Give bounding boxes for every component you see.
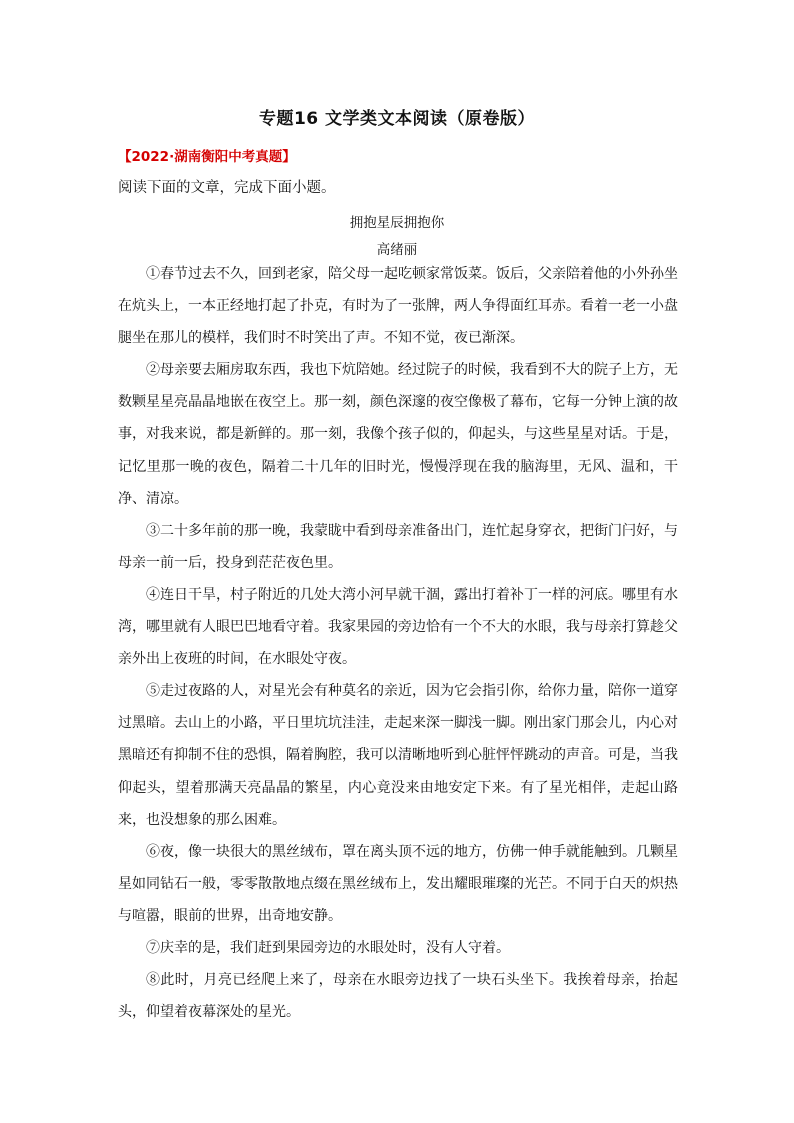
exam-source-tag: 【2022·湖南衡阳中考真题】	[118, 149, 296, 165]
article-body	[118, 258, 678, 1028]
paragraph-7: ⑦庆幸的是，我们赶到果园旁边的水眼处时，没有人守着。	[146, 939, 510, 956]
article-title: 拥抱星辰拥抱你	[349, 215, 445, 231]
paragraph-4: ④连日干旱，村子附近的几处大湾小河早就干涸，露出打着补丁一样的河底。哪里有水湾，哪里就有人眼巴巴地看守着。我家果园的旁边恰有一个不大的水眼，我与母亲打算趁父亲外出上夜班的时间，在水眼处守夜。	[118, 586, 678, 668]
paragraph-6: ⑥夜，像一块很大的黑丝绒布，罩在离头顶不远的地方，仿佛一伸手就能触到。几颗星星如同钻石一般，零零散散地点缀在黑丝绒布上，发出耀眼璀璨的光芒。不同于白天的炽热与喧嚣，眼前的世界，出奇地安静。	[118, 843, 678, 924]
document-title: 专题16 文学类文本阅读（原卷版）	[258, 109, 536, 129]
paragraph-2: ②母亲要去厢房取东西，我也下炕陪她。经过院子的时候，我看到不大的院子上方，无数颗星星亮晶晶地嵌在夜空上。那一刻，颜色深邃的夜空像极了幕布，它每一分钟上演的故事，对我来说，都是新鲜的。那一刻，我像个孩子似的，仰起头，与这些星星对话。于是，记忆里那一晚的夜色，隔着二十几年的旧时光，慢慢浮现在我的脑海里，无风、温和，干净、清凉。	[118, 362, 678, 507]
paragraph-1: ①春节过去不久，回到老家，陪父母一起吃顿家常饭菜。饭后，父亲陪着他的小外孙坐在炕头上，一本正经地打起了扑克，有时为了一张牌，两人争得面红耳赤。看着一老一小盘腿坐在那儿的模样，我们时不时笑出了声。不知不觉，夜已渐深。	[118, 266, 678, 347]
paragraph-8: ⑧此时，月亮已经爬上来了，母亲在水眼旁边找了一块石头坐下。我挨着母亲，抬起头，仰望着夜幕深处的星光。	[118, 972, 678, 1021]
reading-instruction: 阅读下面的文章，完成下面小题。	[118, 180, 336, 196]
paragraph-5: ⑤走过夜路的人，对星光会有种莫名的亲近，因为它会指引你，给你力量，陪你一道穿过黑暗。去山上的小路，平日里坑坑洼洼，走起来深一脚浅一脚。刚出家门那会儿，内心对黑暗还有抑制不住的恐惧，隔着胸腔，我可以清晰地听到心脏怦怦跳动的声音。可是，当我仰起头，望着那满天亮晶晶的繁星，内心竟没来由地安定下来。有了星光相伴，走起山路来，也没想象的那么困难。	[118, 683, 678, 828]
article-author: 高绪丽	[376, 242, 418, 258]
paragraph-3: ③二十多年前的那一晚，我蒙眬中看到母亲准备出门，连忙起身穿衣，把街门闩好，与母亲一前一后，投身到茫茫夜色里。	[118, 522, 678, 571]
